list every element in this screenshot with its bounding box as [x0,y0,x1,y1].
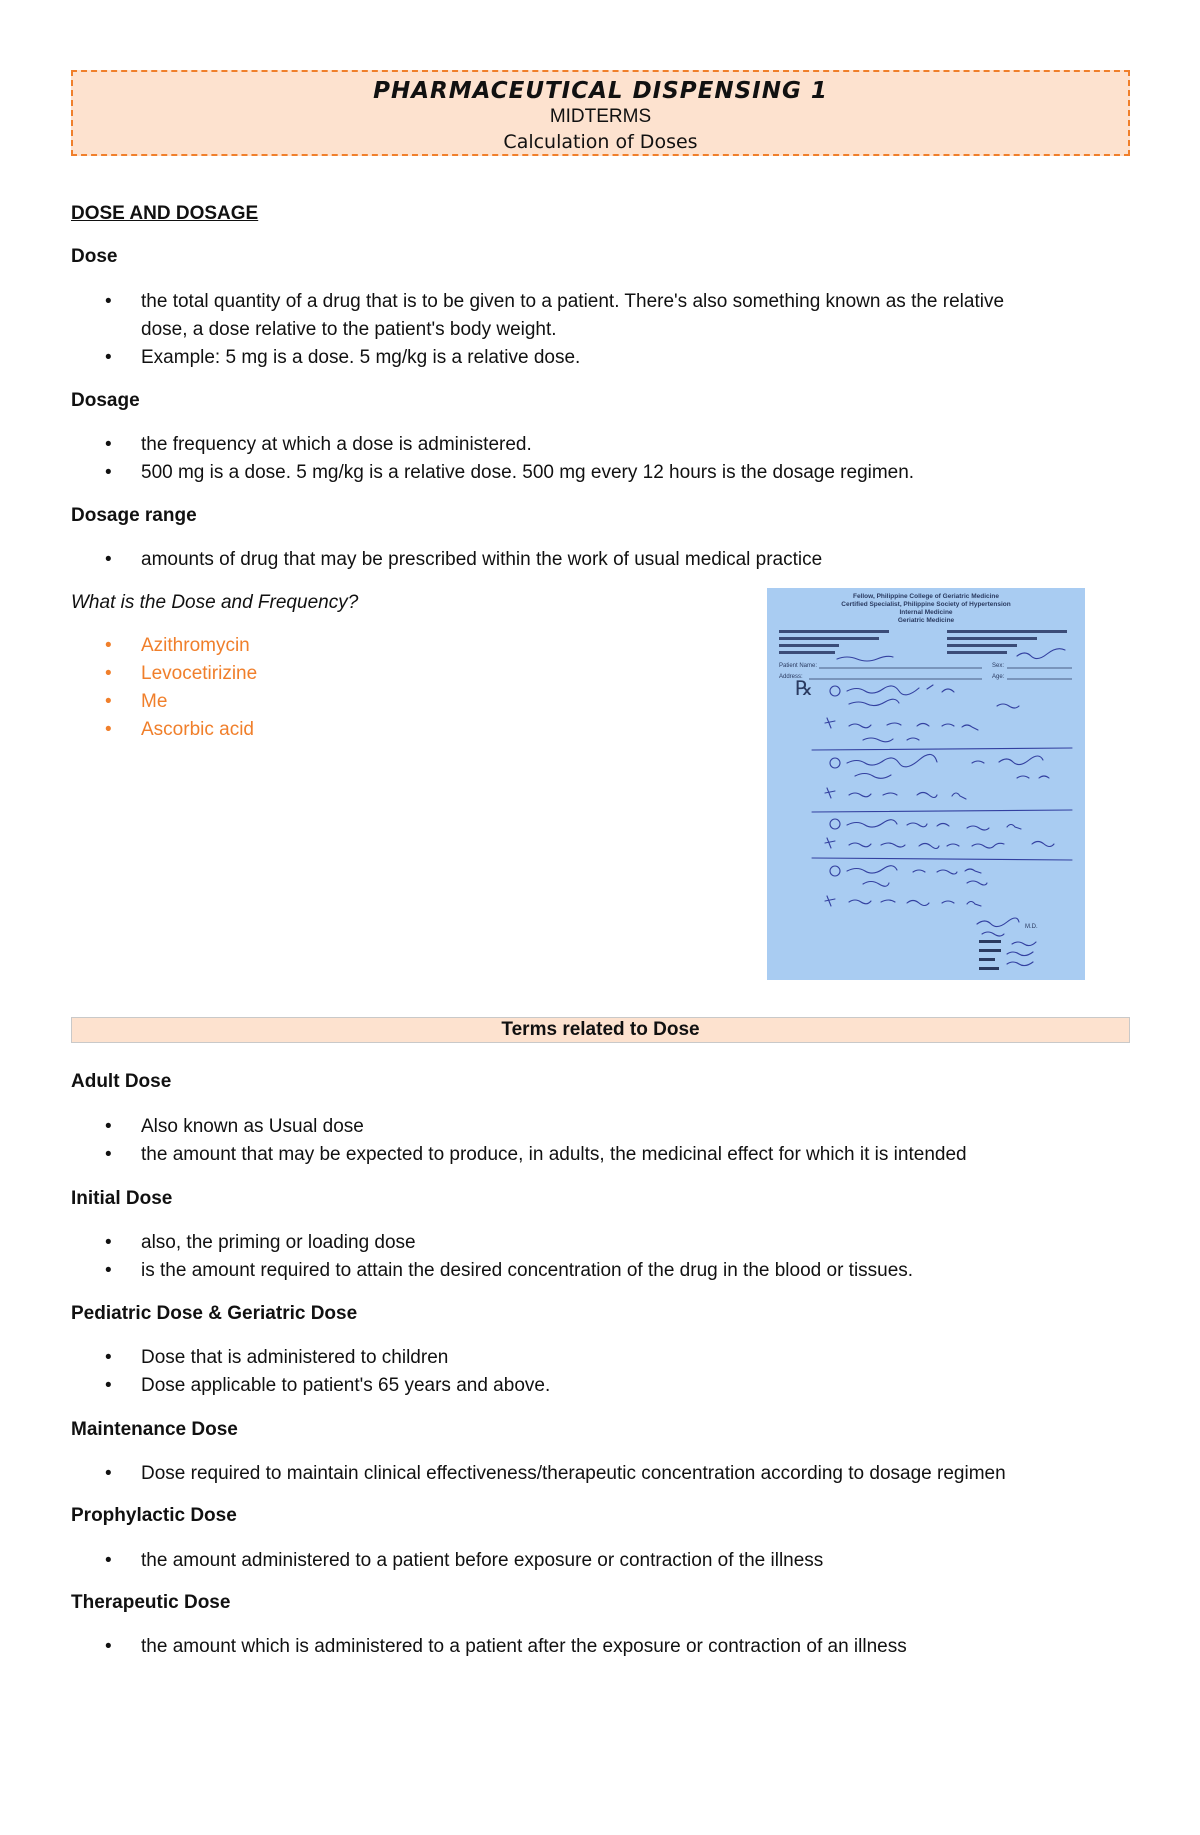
document-subtitle: MIDTERMS [549,106,652,127]
initial-dose-list [71,1229,1171,1285]
rx-md: M.D. [1025,924,1038,930]
list-item: • the frequency at which a dose is administered. [71,431,1171,459]
list-item: • is the amount required to attain the desired concentration of the drug in the blood or tissues. [71,1257,1171,1285]
heading-dose: Dose [71,246,118,267]
list-item: • also, the priming or loading dose [71,1229,1171,1257]
heading-therapeutic-dose: Therapeutic Dose [71,1592,231,1613]
rx-address-label: Address: [779,674,803,680]
list-item: • the amount that may be expected to produce, in adults, the medicinal effect for which it is intended [71,1141,1171,1169]
drug-item-ascorbic-acid: • Ascorbic acid [71,716,671,744]
rx-age-label: Age: [992,674,1005,680]
rx-header-line4: Geriatric Medicine [897,617,955,624]
list-item: • the amount which is administered to a patient after the exposure or contraction of an illness [71,1633,1171,1661]
rx-header-line3: Internal Medicine [899,609,953,616]
pediatric-geriatric-dose-list [71,1344,1171,1400]
rx-header-line2: Certified Specialist, Philippine Society of Hypertension [841,601,1011,608]
drug-item-levocetirizine: • Levocetirizine [71,660,671,688]
list-item: • 500 mg is a dose. 5 mg/kg is a relative dose. 500 mg every 12 hours is the dosage regimen. [71,459,1171,487]
rx-header-line1: Fellow, Philippine College of Geriatric Medicine [852,593,1000,600]
heading-adult-dose: Adult Dose [71,1071,172,1092]
drug-item-azithromycin: • Azithromycin [71,632,671,660]
document-title: PHARMACEUTICAL DISPENSING 1 [373,78,828,104]
prescription-image [767,588,1085,980]
list-item: • Dose applicable to patient's 65 years and above. [71,1372,1171,1400]
heading-dosage: Dosage [71,390,140,411]
dosage-range-list [71,546,1171,574]
list-item: • Example: 5 mg is a dose. 5 mg/kg is a relative dose. [71,344,1171,372]
heading-initial-dose: Initial Dose [71,1188,173,1209]
list-item: • Dose required to maintain clinical effectiveness/therapeutic concentration according to dosage regimen [71,1460,1191,1488]
prophylactic-dose-list [71,1547,1171,1575]
adult-dose-list [71,1113,1171,1169]
heading-dosage-range: Dosage range [71,505,197,526]
rx-sex-label: Sex: [992,663,1005,669]
terms-related-to-dose-bar: Terms related to Dose [71,1017,1130,1043]
maintenance-dose-list [71,1460,1191,1488]
dosage-list [71,431,1171,487]
list-item: • Also known as Usual dose [71,1113,1171,1141]
question-text: What is the Dose and Frequency? [71,592,359,613]
section-heading-dose-dosage: DOSE AND DOSAGE [71,203,259,224]
title-box [71,70,1130,156]
therapeutic-dose-list [71,1633,1171,1661]
heading-maintenance-dose: Maintenance Dose [71,1419,238,1440]
rx-symbol: ℞ [795,676,813,700]
list-item: • amounts of drug that may be prescribed within the work of usual medical practice [71,546,1171,574]
document-topic: Calculation of Doses [503,131,698,153]
rx-patient-label: Patient Name: [779,663,818,669]
list-item: • the total quantity of a drug that is to be given to a patient. There's also something known as the relative dose, a dose relative to the patient's body weight. [71,288,1171,344]
dose-list [71,288,1171,372]
heading-pediatric-geriatric-dose: Pediatric Dose & Geriatric Dose [71,1303,358,1324]
list-item: • Dose that is administered to children [71,1344,1171,1372]
list-item: • the amount administered to a patient before exposure or contraction of the illness [71,1547,1171,1575]
drug-list [71,632,671,744]
drug-item-me: • Me [71,688,671,716]
heading-prophylactic-dose: Prophylactic Dose [71,1505,237,1526]
